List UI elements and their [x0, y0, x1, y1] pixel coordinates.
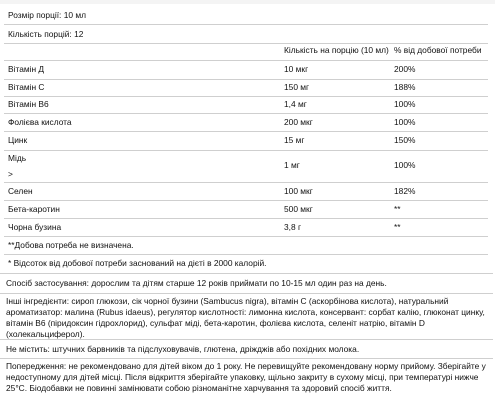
serving-size: Розмір порції: 10 мл — [8, 10, 86, 20]
nutrient-name: Фолієва кислота — [8, 117, 72, 127]
divider — [4, 96, 488, 97]
nutrient-name: Вітамін Д — [8, 64, 45, 74]
nutrient-amount: 10 мкг — [284, 64, 309, 74]
nutrient-name: Вітамін В6 — [8, 99, 49, 109]
serving-count: Кількість порцій: 12 — [8, 29, 84, 39]
free-from-text: Не містить: штучних барвників та підслуховувачів, глютена, дріжджів або похідних молока. — [6, 344, 360, 354]
nutrient-amount: 150 мг — [284, 82, 310, 92]
divider — [0, 293, 493, 294]
divider — [4, 24, 488, 25]
warning-text: Попередження: не рекомендовано для дітей віком до 1 року. Не перевищуйте рекомендовану норму прийому. Зберігайте у недоступному для дітей місці. Після відкриття зберігайте упаковку, щільно закриту в сухому місці, при температурі нижче 25°C. Біодобавки не повинні замінювати собою різноманітне харчування та здоровий спосіб життя. — [6, 361, 486, 393]
divider — [4, 236, 488, 237]
divider — [4, 131, 488, 132]
divider — [4, 43, 488, 44]
nutrient-amount: 100 мкг — [284, 186, 313, 196]
nutrient-dv: 200% — [394, 64, 416, 74]
header-amount: Кількість на порцію (10 мл) — [284, 45, 389, 55]
nutrient-name: Бета-каротин — [8, 204, 60, 214]
nutrient-amount: 15 мг — [284, 135, 305, 145]
nutrient-amount: 1 мг — [284, 160, 300, 170]
nutrient-dv: ** — [394, 222, 401, 232]
divider — [4, 182, 488, 183]
divider — [4, 60, 488, 61]
divider — [0, 273, 493, 274]
nutrient-dv: ** — [394, 204, 401, 214]
footnote-dv-undefined: **Добова потреба не визначена. — [8, 240, 134, 250]
chevron-right-icon[interactable]: > — [8, 169, 13, 179]
nutrient-name: Цинк — [8, 135, 28, 145]
nutrient-amount: 1,4 мг — [284, 99, 307, 109]
divider — [4, 113, 488, 114]
nutrient-dv: 182% — [394, 186, 416, 196]
nutrient-amount: 200 мкг — [284, 117, 313, 127]
nutrient-name: Селен — [8, 186, 33, 196]
footnote-dv-basis: * Відсоток від добової потреби заснований на дієті в 2000 калорій. — [8, 258, 267, 268]
nutrient-dv: 100% — [394, 99, 416, 109]
divider — [0, 358, 493, 359]
nutrient-name: Мідь — [8, 153, 27, 163]
nutrient-amount: 500 мкг — [284, 204, 313, 214]
nutrient-dv: 188% — [394, 82, 416, 92]
nutrient-name: Вітамін С — [8, 82, 45, 92]
ingredients-text: Інші інгредієнти: сироп глюкози, сік чорної бузини (Sambucus nigra), вітамін С (аскорбінова кислота), натуральний ароматизатор: малина (Rubus idaeus), регулятор кислотності: лимонна кислота, консервант: сорбат калію, глюконат цинку, вітамін В6 (піридоксин гідрохлорид), сульфат міді, бета-каротин, фолієва кислота, селеніт натрію, вітамін D (холекальциферол). — [6, 296, 485, 339]
nutrient-name: Чорна бузина — [8, 222, 62, 232]
divider — [4, 200, 488, 201]
divider — [4, 150, 488, 151]
divider — [4, 79, 488, 80]
divider — [4, 254, 488, 255]
nutrient-dv: 100% — [394, 160, 416, 170]
top-divider — [0, 0, 495, 4]
header-dv: % від добової потреби — [394, 45, 482, 55]
nutrient-dv: 150% — [394, 135, 416, 145]
nutrient-dv: 100% — [394, 117, 416, 127]
nutrient-amount: 3,8 г — [284, 222, 302, 232]
divider — [4, 218, 488, 219]
usage-text: Спосіб застосування: дорослим та дітям старше 12 років приймати по 10-15 мл один раз на день. — [6, 278, 387, 288]
divider — [0, 339, 493, 340]
